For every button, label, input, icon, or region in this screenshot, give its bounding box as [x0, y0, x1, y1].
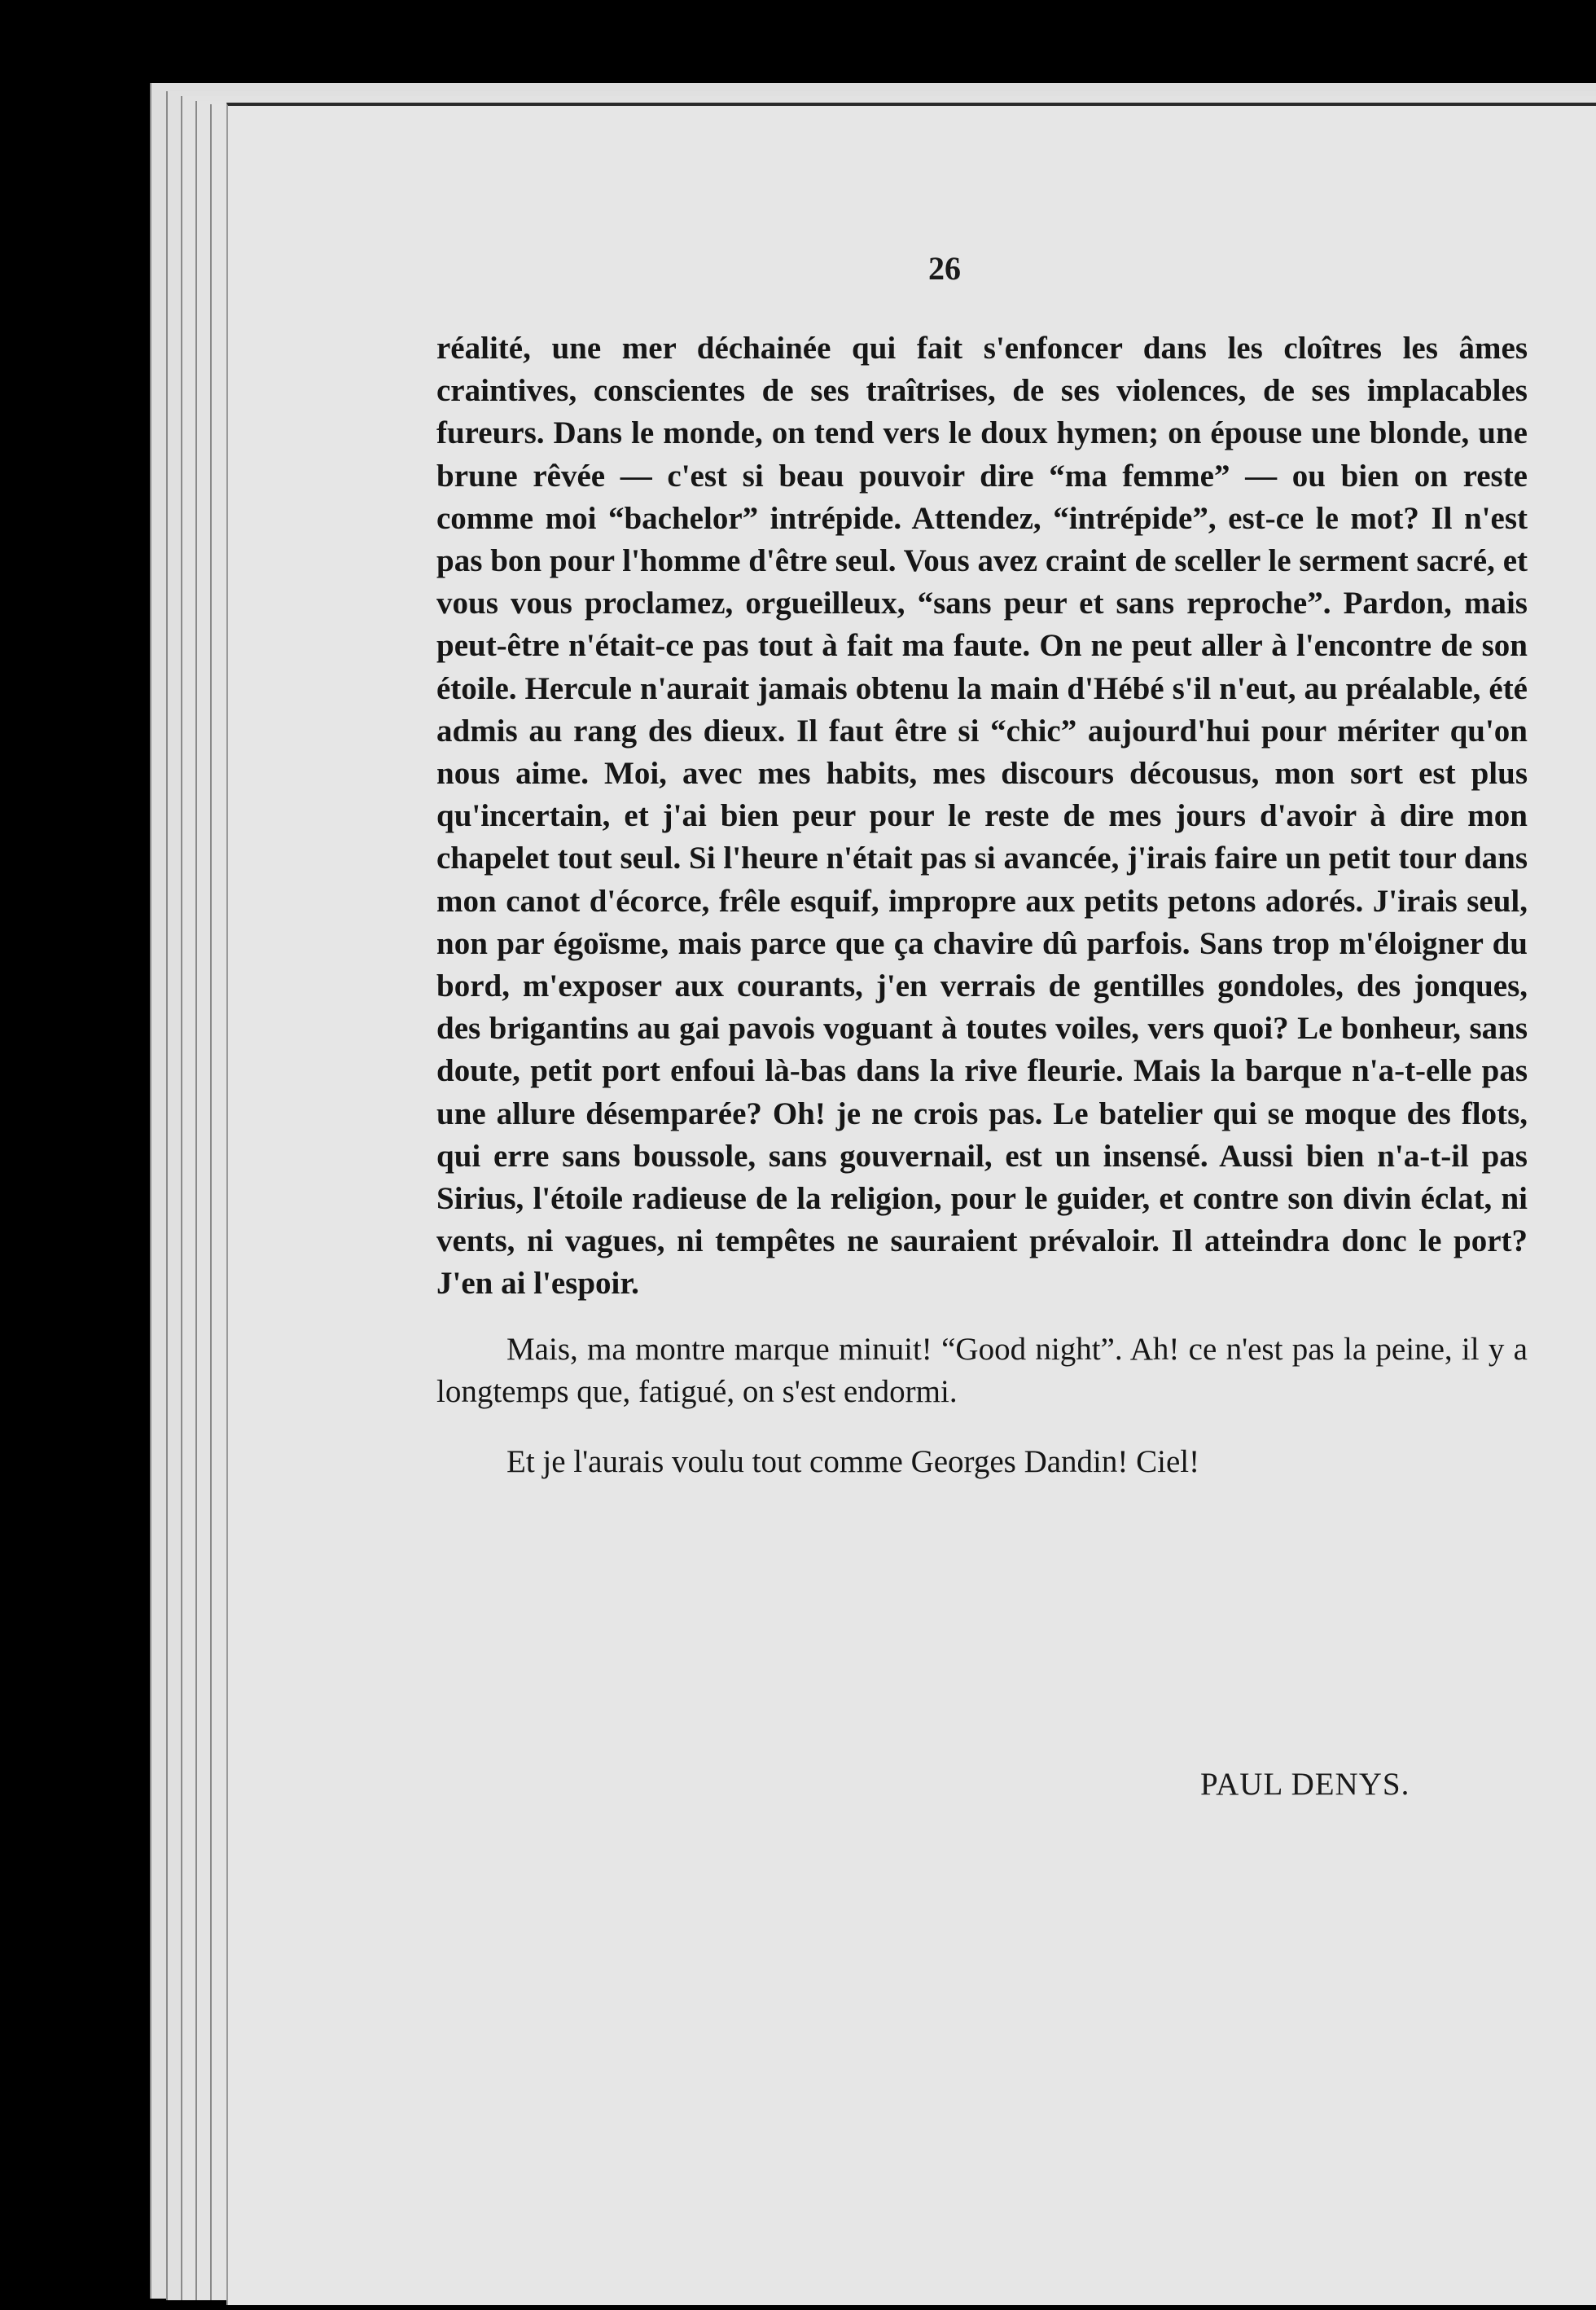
paragraph-main: réalité, une mer déchainée qui fait s'enfoncer dans les cloîtres les âmes craintives, conscientes de ses traîtrises, de ses violences, de ses implacables fureurs. Dans le monde, on tend vers le doux hymen; on épouse une blonde, une brune rêvée — c'est si beau pouvoir dire “ma femme” — ou bien on reste comme moi “bachelor” intrépide. Attendez, “intrépide”, est-ce le mot? Il n'est pas bon pour l'homme d'être seul. Vous avez craint de sceller le serment sacré, et vous vous proclamez, orgueilleux, “sans peur et sans reproche”. Pardon, mais peut-être n'était-ce pas tout à fait ma faute. On ne peut aller à l'encontre de son étoile. Hercule n'aurait jamais obtenu la main d'Hébé s'il n'eut, au préalable, été admis au rang des dieux. Il faut être si “chic” aujourd'hui pour mériter qu'on nous aime. Moi, avec mes habits, mes discours décousus, mon sort est plus qu'incertain, et j'ai bien peur pour le reste de mes jours d'avoir à dire mon chapelet tout seul. Si l'heure n'était pas si avancée, j'irais faire un petit tour dans mon canot d'écorce, frêle esquif, impropre aux petits petons adorés. J'irais seul, non par égoïsme, mais parce que ça chavire dû parfois. Sans trop m'éloigner du bord, m'exposer aux courants, j'en verrais de gentilles gondoles, des jonques, des brigantins au gai pavois voguant à toutes voiles, vers quoi? Le bonheur, sans doute, petit port enfoui là-bas dans la rive fleurie. Mais la barque n'a-t-elle pas une allure désemparée? Oh! je ne crois pas. Le batelier qui se moque des flots, qui erre sans boussole, sans gouvernail, est un insensé. Aussi bien n'a-t-il pas Sirius, l'étoile radieuse de la religion, pour le guider, et contre son divin éclat, ni vents, ni vagues, ni tempêtes ne sauraient prévaloir. Il atteindra donc le port? J'en ai l'espoir.	[436, 331, 1528, 1302]
page-number: 26	[928, 250, 961, 287]
body-text	[436, 327, 1528, 1483]
author-signature: PAUL DENYS.	[1200, 1767, 1410, 1802]
paragraph-good-night: Mais, ma montre marque minuit! “Good night”. Ah! ce n'est pas la peine, il y a longtemps que, fatigué, on s'est endormi.	[436, 1331, 1528, 1409]
paragraph-closing: Et je l'aurais voulu tout comme Georges Dandin! Ciel!	[506, 1444, 1200, 1480]
